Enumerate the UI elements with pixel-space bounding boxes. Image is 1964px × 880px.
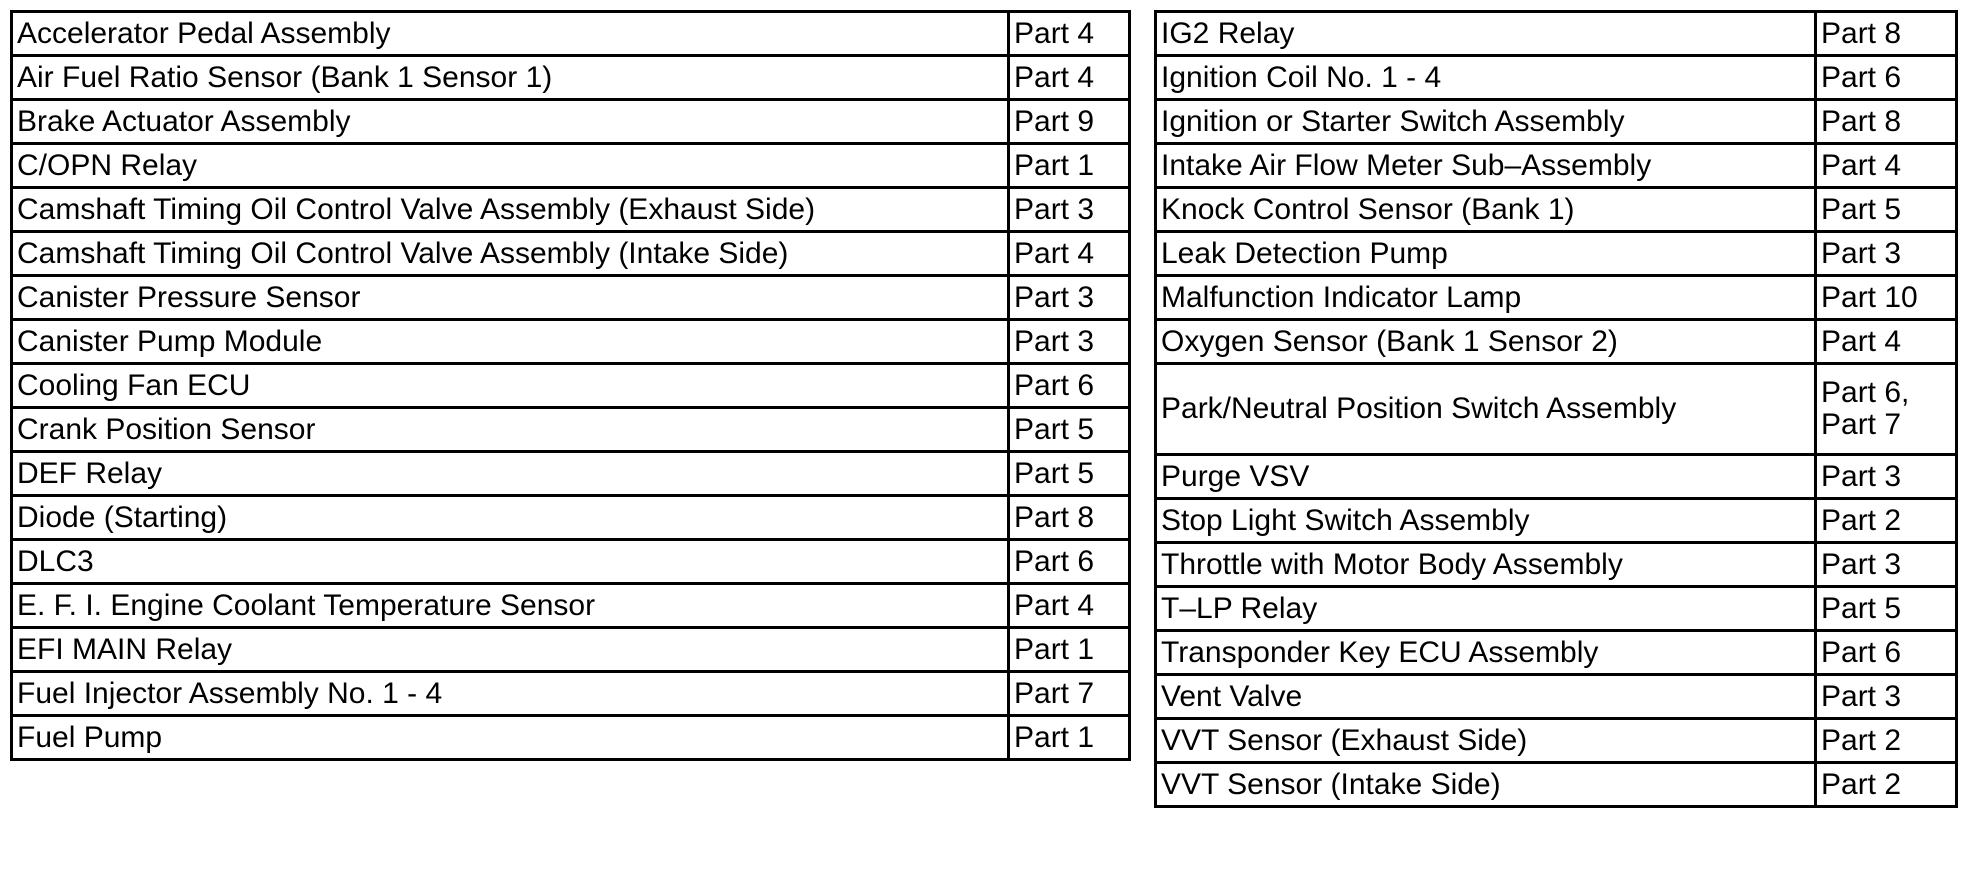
table-row [1156,543,1957,587]
part-reference-cell: Part 5 [1816,587,1957,631]
table-row [1156,364,1957,455]
component-name-cell: Air Fuel Ratio Sensor (Bank 1 Sensor 1) [12,56,1009,100]
component-name-cell: C/OPN Relay [12,144,1009,188]
component-name-cell: Camshaft Timing Oil Control Valve Assembly (Intake Side) [12,232,1009,276]
component-name-cell: Malfunction Indicator Lamp [1156,276,1816,320]
part-reference-cell: Part 2 [1816,719,1957,763]
table-row [1156,631,1957,675]
table-row [12,56,1130,100]
table-row [12,408,1130,452]
component-table-right [1154,10,1958,808]
component-index [10,10,1955,852]
component-name-cell: Stop Light Switch Assembly [1156,499,1816,543]
part-reference-line: Part 6, [1821,376,1910,409]
component-name-cell: Brake Actuator Assembly [12,100,1009,144]
component-table-left [10,10,1131,761]
table-row [12,364,1130,408]
part-reference-cell: Part 6 [1009,364,1130,408]
component-name-cell: Intake Air Flow Meter Sub–Assembly [1156,144,1816,188]
part-reference-cell: Part 2 [1816,499,1957,543]
component-name-cell: T–LP Relay [1156,587,1816,631]
table-row [12,540,1130,584]
table-row [1156,719,1957,763]
part-reference-cell: Part 4 [1816,144,1957,188]
table-row [1156,763,1957,807]
component-name-cell: Fuel Injector Assembly No. 1 - 4 [12,672,1009,716]
table-row [12,320,1130,364]
table-row [1156,499,1957,543]
table-row [12,628,1130,672]
table-row [1156,232,1957,276]
part-reference-cell: Part 3 [1009,188,1130,232]
part-reference-cell: Part 8 [1009,496,1130,540]
part-reference-cell: Part 6 [1009,540,1130,584]
part-reference-cell: Part 8 [1816,12,1957,56]
component-name-cell: Oxygen Sensor (Bank 1 Sensor 2) [1156,320,1816,364]
part-reference-cell: Part 4 [1009,232,1130,276]
component-name-cell: Cooling Fan ECU [12,364,1009,408]
part-reference-cell: Part 4 [1009,56,1130,100]
component-name-cell: VVT Sensor (Exhaust Side) [1156,719,1816,763]
component-name-cell: Crank Position Sensor [12,408,1009,452]
component-name-cell: Transponder Key ECU Assembly [1156,631,1816,675]
component-name-cell: Ignition or Starter Switch Assembly [1156,100,1816,144]
part-reference-cell: Part 2 [1816,763,1957,807]
component-name-cell: IG2 Relay [1156,12,1816,56]
table-row [1156,188,1957,232]
part-reference-cell: Part 1 [1009,716,1130,760]
component-name-cell: DLC3 [12,540,1009,584]
component-name-cell: E. F. I. Engine Coolant Temperature Sensor [12,584,1009,628]
component-name-cell: Fuel Pump [12,716,1009,760]
right-table-body [1156,12,1957,807]
part-reference-cell: Part 7 [1009,672,1130,716]
part-reference-cell: Part 3 [1816,543,1957,587]
component-name-cell: EFI MAIN Relay [12,628,1009,672]
table-row [12,100,1130,144]
component-name-cell: Leak Detection Pump [1156,232,1816,276]
part-reference-cell: Part 3 [1009,276,1130,320]
component-name-cell: Diode (Starting) [12,496,1009,540]
part-reference-cell: Part 1 [1009,628,1130,672]
part-reference-cell: Part 6 [1816,631,1957,675]
table-row [1156,100,1957,144]
part-reference-cell: Part 5 [1009,408,1130,452]
table-row [1156,675,1957,719]
part-reference-cell: Part 4 [1009,12,1130,56]
part-reference-cell [1816,364,1957,455]
part-reference-line: Part 7 [1821,408,1902,441]
component-name-cell: Throttle with Motor Body Assembly [1156,543,1816,587]
part-reference-cell: Part 6 [1816,56,1957,100]
component-name-cell: Knock Control Sensor (Bank 1) [1156,188,1816,232]
component-name-cell: VVT Sensor (Intake Side) [1156,763,1816,807]
table-row [12,188,1130,232]
component-name-cell: Park/Neutral Position Switch Assembly [1156,364,1816,455]
component-name-cell: Canister Pump Module [12,320,1009,364]
part-reference-cell: Part 1 [1009,144,1130,188]
component-name-cell: DEF Relay [12,452,1009,496]
table-row [12,452,1130,496]
part-reference-cell: Part 8 [1816,100,1957,144]
table-row [12,276,1130,320]
component-name-cell: Accelerator Pedal Assembly [12,12,1009,56]
table-row [1156,12,1957,56]
part-reference-cell: Part 4 [1816,320,1957,364]
part-reference-cell: Part 9 [1009,100,1130,144]
table-row [1156,320,1957,364]
table-row [12,144,1130,188]
part-reference-cell: Part 5 [1816,188,1957,232]
component-name-cell: Purge VSV [1156,455,1816,499]
component-name-cell: Canister Pressure Sensor [12,276,1009,320]
table-row [12,12,1130,56]
part-reference-cell: Part 10 [1816,276,1957,320]
table-row [12,716,1130,760]
table-row [1156,56,1957,100]
table-row [1156,144,1957,188]
component-name-cell: Camshaft Timing Oil Control Valve Assembly (Exhaust Side) [12,188,1009,232]
left-table-body [12,12,1130,760]
part-reference-cell: Part 3 [1009,320,1130,364]
part-reference-cell: Part 4 [1009,584,1130,628]
table-row [12,496,1130,540]
table-row [12,584,1130,628]
component-name-cell: Ignition Coil No. 1 - 4 [1156,56,1816,100]
part-reference-cell: Part 3 [1816,675,1957,719]
table-row [12,232,1130,276]
component-name-cell: Vent Valve [1156,675,1816,719]
part-reference-cell: Part 3 [1816,232,1957,276]
table-row [12,672,1130,716]
table-row [1156,587,1957,631]
table-row [1156,455,1957,499]
part-reference-cell: Part 5 [1009,452,1130,496]
table-row [1156,276,1957,320]
part-reference-cell: Part 3 [1816,455,1957,499]
